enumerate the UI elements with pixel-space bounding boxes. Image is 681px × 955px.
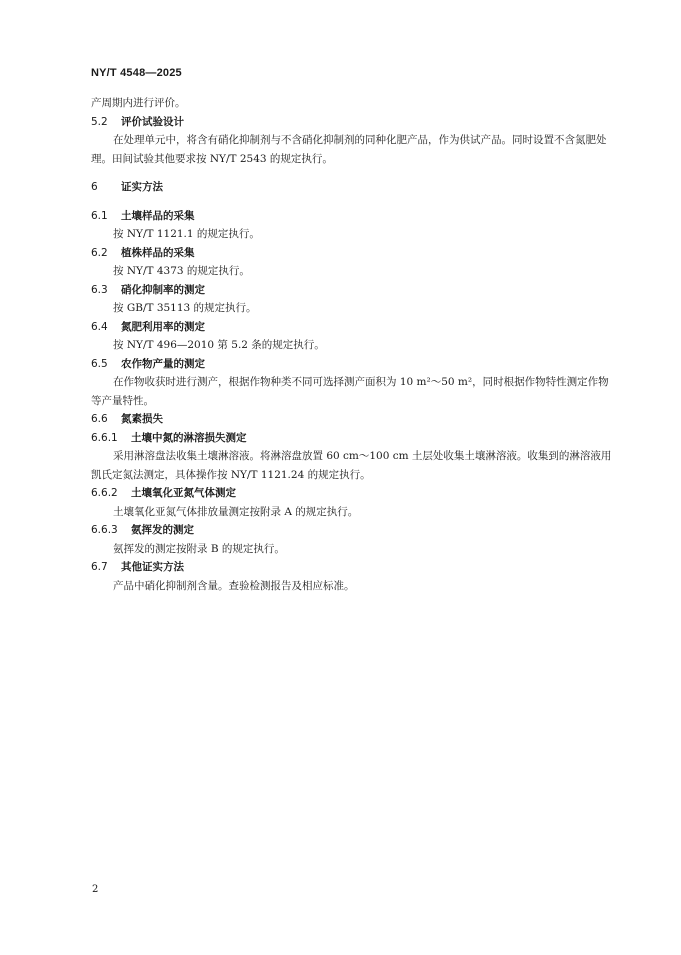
- section-title: 农作物产量的测定: [121, 357, 205, 370]
- section-number: 6.7: [91, 561, 108, 573]
- section-title: 硝化抑制率的测定: [121, 283, 205, 296]
- document-body: [91, 94, 615, 595]
- section-6-5-heading: [91, 355, 615, 374]
- section-title: 氨挥发的测定: [131, 524, 194, 536]
- section-number: 6.4: [91, 320, 108, 333]
- section-number: 6.6.1: [91, 431, 118, 444]
- section-6-7-heading: [91, 558, 615, 577]
- section-6-1-body: 按 NY/T 1121.1 的规定执行。: [113, 228, 260, 240]
- section-title: 土壤氧化亚氮气体测定: [131, 487, 236, 499]
- section-6-3-body: 按 GB/T 35113 的规定执行。: [113, 302, 257, 314]
- section-title: 氮素损失: [121, 413, 163, 425]
- section-number: 6: [91, 181, 98, 193]
- section-number: 6.6.2: [91, 487, 118, 499]
- section-6-6-3-body: 氨挥发的测定按附录 B 的规定执行。: [113, 542, 285, 555]
- section-number: 6.1: [91, 209, 108, 222]
- section-6-6-2-body: 土壤氧化亚氮气体排放量测定按附录 A 的规定执行。: [113, 505, 359, 518]
- section-6-6-heading: [91, 410, 615, 429]
- section-number: 6.6.3: [91, 524, 118, 536]
- section-5-2-heading: [91, 113, 615, 132]
- section-number: 5.2: [91, 115, 108, 128]
- section-title: 评价试验设计: [121, 115, 184, 128]
- section-6-6-1-heading: [91, 429, 615, 448]
- section-6-3-heading: [91, 281, 615, 300]
- document-code: NY/T 4548—2025: [91, 67, 182, 79]
- section-number: 6.3: [91, 283, 108, 296]
- page-number: 2: [92, 884, 99, 895]
- section-6-6-2-heading: [91, 484, 615, 503]
- section-6-4-body: 按 NY/T 496—2010 第 5.2 条的规定执行。: [113, 339, 325, 351]
- section-6-1-heading: [91, 207, 615, 226]
- section-number: 6.2: [91, 246, 108, 259]
- section-6-7-body: 产品中硝化抑制剂含量。查验检测报告及相应标准。: [113, 579, 355, 592]
- section-6-6-1-body: 采用淋溶盘法收集土壤淋溶液。将淋溶盘放置 60 cm～100 cm 土层处收集土壤淋溶液。收集到的淋溶液用凯氏定氮法测定，具体操作按 NY/T 1121.24 的规定执行。: [91, 450, 612, 481]
- section-5-2-body: 在处理单元中，将含有硝化抑制剂与不含硝化抑制剂的同种化肥产品，作为供试产品。同时设置不含氮肥处理。田间试验其他要求按 NY/T 2543 的规定执行。: [91, 134, 607, 165]
- section-number: 6.5: [91, 357, 108, 370]
- section-6-6-3-heading: [91, 521, 615, 540]
- section-number: 6.6: [91, 413, 108, 425]
- section-6-2-body: 按 NY/T 4373 的规定执行。: [113, 265, 250, 277]
- section-title: 土壤样品的采集: [121, 209, 195, 222]
- section-title: 土壤中氮的淋溶损失测定: [131, 431, 247, 444]
- continuation-text: 产周期内进行评价。: [91, 97, 186, 109]
- section-title: 证实方法: [121, 181, 163, 193]
- section-6-4-heading: [91, 318, 615, 337]
- section-title: 氮肥利用率的测定: [121, 320, 205, 333]
- section-title: 其他证实方法: [121, 561, 184, 573]
- section-title: 植株样品的采集: [121, 246, 195, 259]
- section-6-2-heading: [91, 244, 615, 263]
- section-6-heading: [91, 178, 615, 197]
- section-6-5-body: 在作物收获时进行测产，根据作物种类不同可选择测产面积为 10 m²～50 m²，同时根据作物特性测定作物等产量特性。: [91, 376, 609, 407]
